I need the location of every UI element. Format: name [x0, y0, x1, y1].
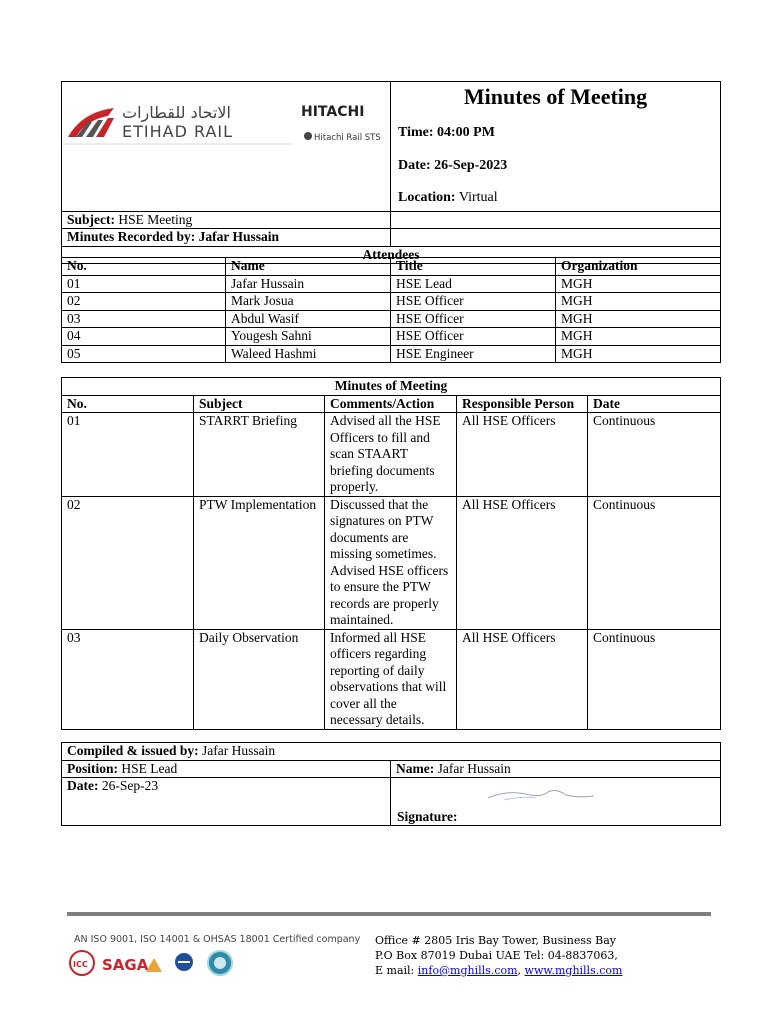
attendees-title: Attendees	[62, 246, 721, 264]
etihad-rail-logo	[62, 82, 390, 206]
svg-text:ICC: ICC	[73, 960, 88, 969]
table-row	[62, 275, 721, 293]
cell: 04	[62, 328, 226, 346]
signature-label: Signature:	[397, 808, 458, 824]
cell: 05	[62, 345, 226, 363]
position-cell: Position: HSE Lead	[62, 760, 391, 778]
compile-table	[61, 742, 721, 826]
cell: HSE Officer	[391, 310, 556, 328]
minutes-title: Minutes of Meeting	[62, 378, 721, 396]
cell: 03	[62, 310, 226, 328]
cell: PTW Implementation	[194, 496, 325, 629]
table-row	[62, 310, 721, 328]
saga-triangle-icon	[146, 958, 162, 972]
signature-cell	[391, 778, 721, 826]
meeting-info-cell	[391, 82, 721, 212]
email-link[interactable]: info@mghills.com	[417, 964, 518, 977]
address-line-1: Office # 2805 Iris Bay Tower, Business Bay	[375, 934, 616, 947]
footer-address	[375, 933, 622, 978]
col-header: Organization	[556, 258, 721, 276]
attendees-table	[61, 257, 721, 363]
table-row	[62, 496, 721, 629]
col-header: Date	[588, 395, 721, 413]
compiled-by-cell: Compiled & issued by: Jafar Hussain	[62, 743, 721, 761]
header-table	[61, 81, 721, 264]
signature-image	[486, 786, 596, 806]
table-row	[62, 629, 721, 729]
cell: Yougesh Sahni	[226, 328, 391, 346]
cell: Informed all HSE officers regarding reporting of daily observations that will cover all the necessary details.	[325, 629, 457, 729]
attendees-header-row	[62, 258, 721, 276]
logo-arabic-text: الاتحاد للقطارات	[122, 103, 231, 122]
cell: 03	[62, 629, 194, 729]
col-header: Subject	[194, 395, 325, 413]
table-row	[62, 413, 721, 497]
cell: HSE Lead	[391, 275, 556, 293]
table-row	[62, 345, 721, 363]
cell: Daily Observation	[194, 629, 325, 729]
table-row	[62, 328, 721, 346]
meeting-date: Date: 26-Sep-2023	[398, 158, 508, 173]
meeting-title: Minutes of Meeting	[463, 84, 648, 109]
cell: MGH	[556, 328, 721, 346]
date-cell: Date: 26-Sep-23	[62, 778, 391, 826]
col-header: Name	[226, 258, 391, 276]
cell: 01	[62, 413, 194, 497]
cell: HSE Engineer	[391, 345, 556, 363]
empty-cell	[391, 211, 721, 229]
col-header: No.	[62, 395, 194, 413]
certified-text: AN ISO 9001, ISO 14001 & OHSAS 18001 Certified company	[74, 934, 361, 945]
contact-line: E mail: info@mghills.com, www.mghills.com	[375, 964, 623, 977]
cell: HSE Officer	[391, 328, 556, 346]
cell: MGH	[556, 293, 721, 311]
minutes-header-row	[62, 395, 721, 413]
name-cell: Name: Jafar Hussain	[391, 760, 721, 778]
cell: Waleed Hashmi	[226, 345, 391, 363]
subject-cell: Subject: HSE Meeting	[62, 211, 391, 229]
cell: 01	[62, 275, 226, 293]
minutes-table	[61, 377, 721, 730]
address-line-2: P.O Box 87019 Dubai UAE Tel: 04-8837063,	[375, 949, 618, 962]
cell: Abdul Wasif	[226, 310, 391, 328]
logo-english-text: ETIHAD RAIL	[122, 122, 234, 141]
cell: 02	[62, 496, 194, 629]
cell: Mark Josua	[226, 293, 391, 311]
cell: Continuous	[588, 413, 721, 497]
empty-cell	[391, 229, 721, 247]
meeting-location: Location: Virtual	[398, 190, 498, 205]
cell: STARRT Briefing	[194, 413, 325, 497]
cell: MGH	[556, 275, 721, 293]
col-header: Responsible Person	[457, 395, 588, 413]
logo-cell	[62, 82, 391, 212]
website-link[interactable]: www.mghills.com	[524, 964, 623, 977]
col-header: No.	[62, 258, 226, 276]
cell: Advised all the HSE Officers to fill and scan STAART briefing documents properly.	[325, 413, 457, 497]
cell: Continuous	[588, 629, 721, 729]
cell: All HSE Officers	[457, 413, 588, 497]
cell: Continuous	[588, 496, 721, 629]
cell: Jafar Hussain	[226, 275, 391, 293]
recorded-by-cell: Minutes Recorded by: Jafar Hussain	[62, 229, 391, 247]
table-row	[62, 293, 721, 311]
col-header: Title	[391, 258, 556, 276]
meeting-time: Time: 04:00 PM	[398, 125, 495, 140]
cell: 02	[62, 293, 226, 311]
col-header: Comments/Action	[325, 395, 457, 413]
hitachi-logo-text: HITACHI	[301, 104, 365, 120]
cell: All HSE Officers	[457, 629, 588, 729]
saga-logo-text: SAGA	[102, 956, 149, 974]
hitachi-rail-sts-text: Hitachi Rail STS	[314, 133, 381, 143]
cell: All HSE Officers	[457, 496, 588, 629]
cell: MGH	[556, 310, 721, 328]
certification-logos	[66, 948, 246, 978]
cell: Discussed that the signatures on PTW documents are missing sometimes. Advised HSE officers to ensure the PTW records are properly maintained.	[325, 496, 457, 629]
cell: MGH	[556, 345, 721, 363]
footer-rule	[67, 912, 711, 916]
cell: HSE Officer	[391, 293, 556, 311]
